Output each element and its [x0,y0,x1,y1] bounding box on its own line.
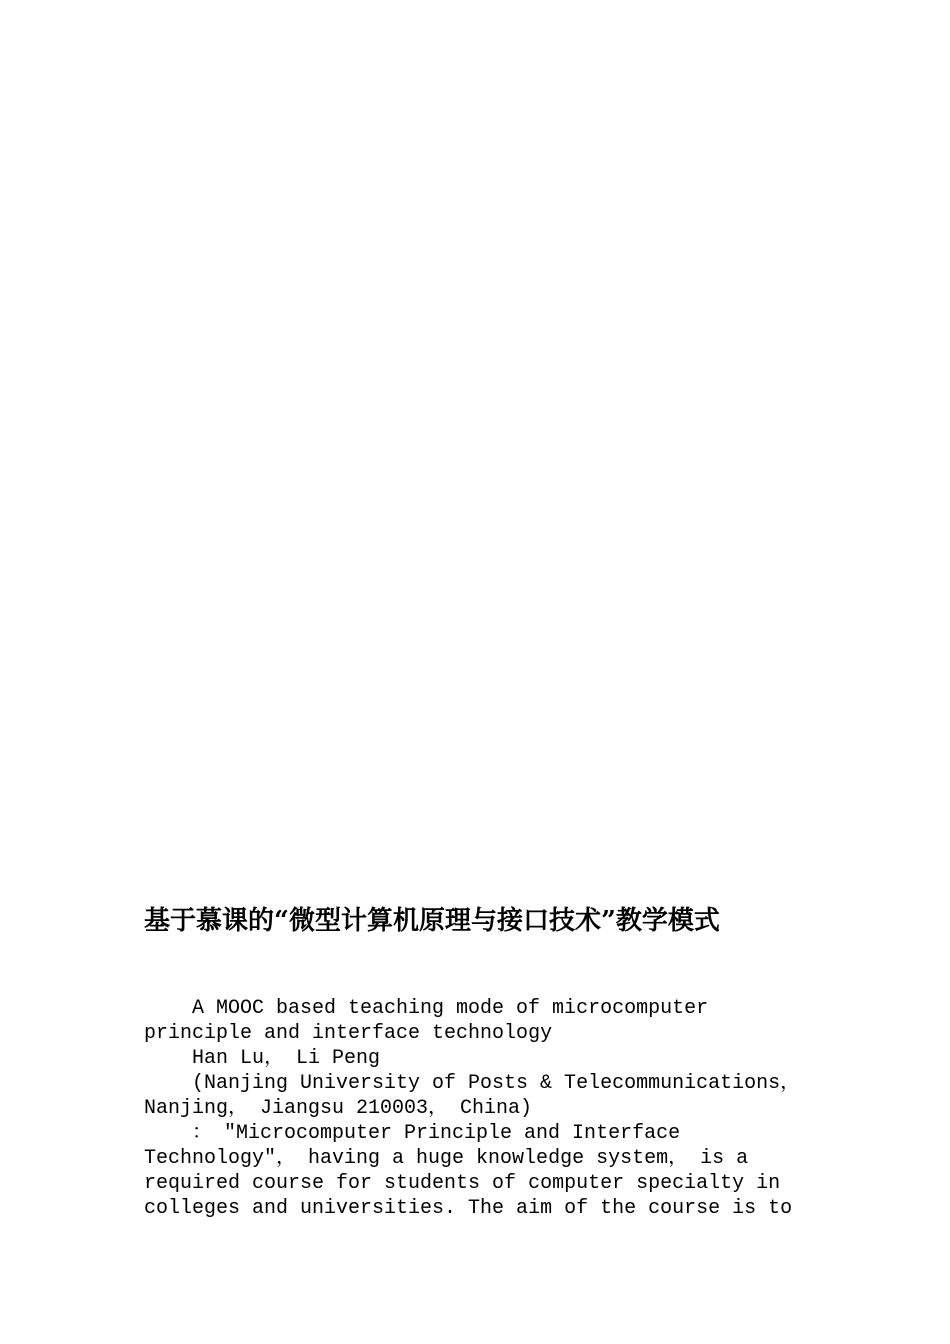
document-title: 基于慕课的“微型计算机原理与接口技术”教学模式 [144,906,720,936]
english-title: A MOOC based teaching mode of microcomputer principle and interface technology [144,997,709,1045]
document-body [144,996,814,1221]
authors: Han Lu， Li Peng [192,1047,381,1070]
affiliation: (Nanjing University of Posts & Telecommunications， Nanjing， Jiangsu 210003， China) [144,1072,801,1120]
abstract-text: ： "Microcomputer Principle and Interface Technology"， having a huge knowledge system， is a required course for students of computer specialty in colleges and universities. The aim of the course is to [144,1122,793,1220]
